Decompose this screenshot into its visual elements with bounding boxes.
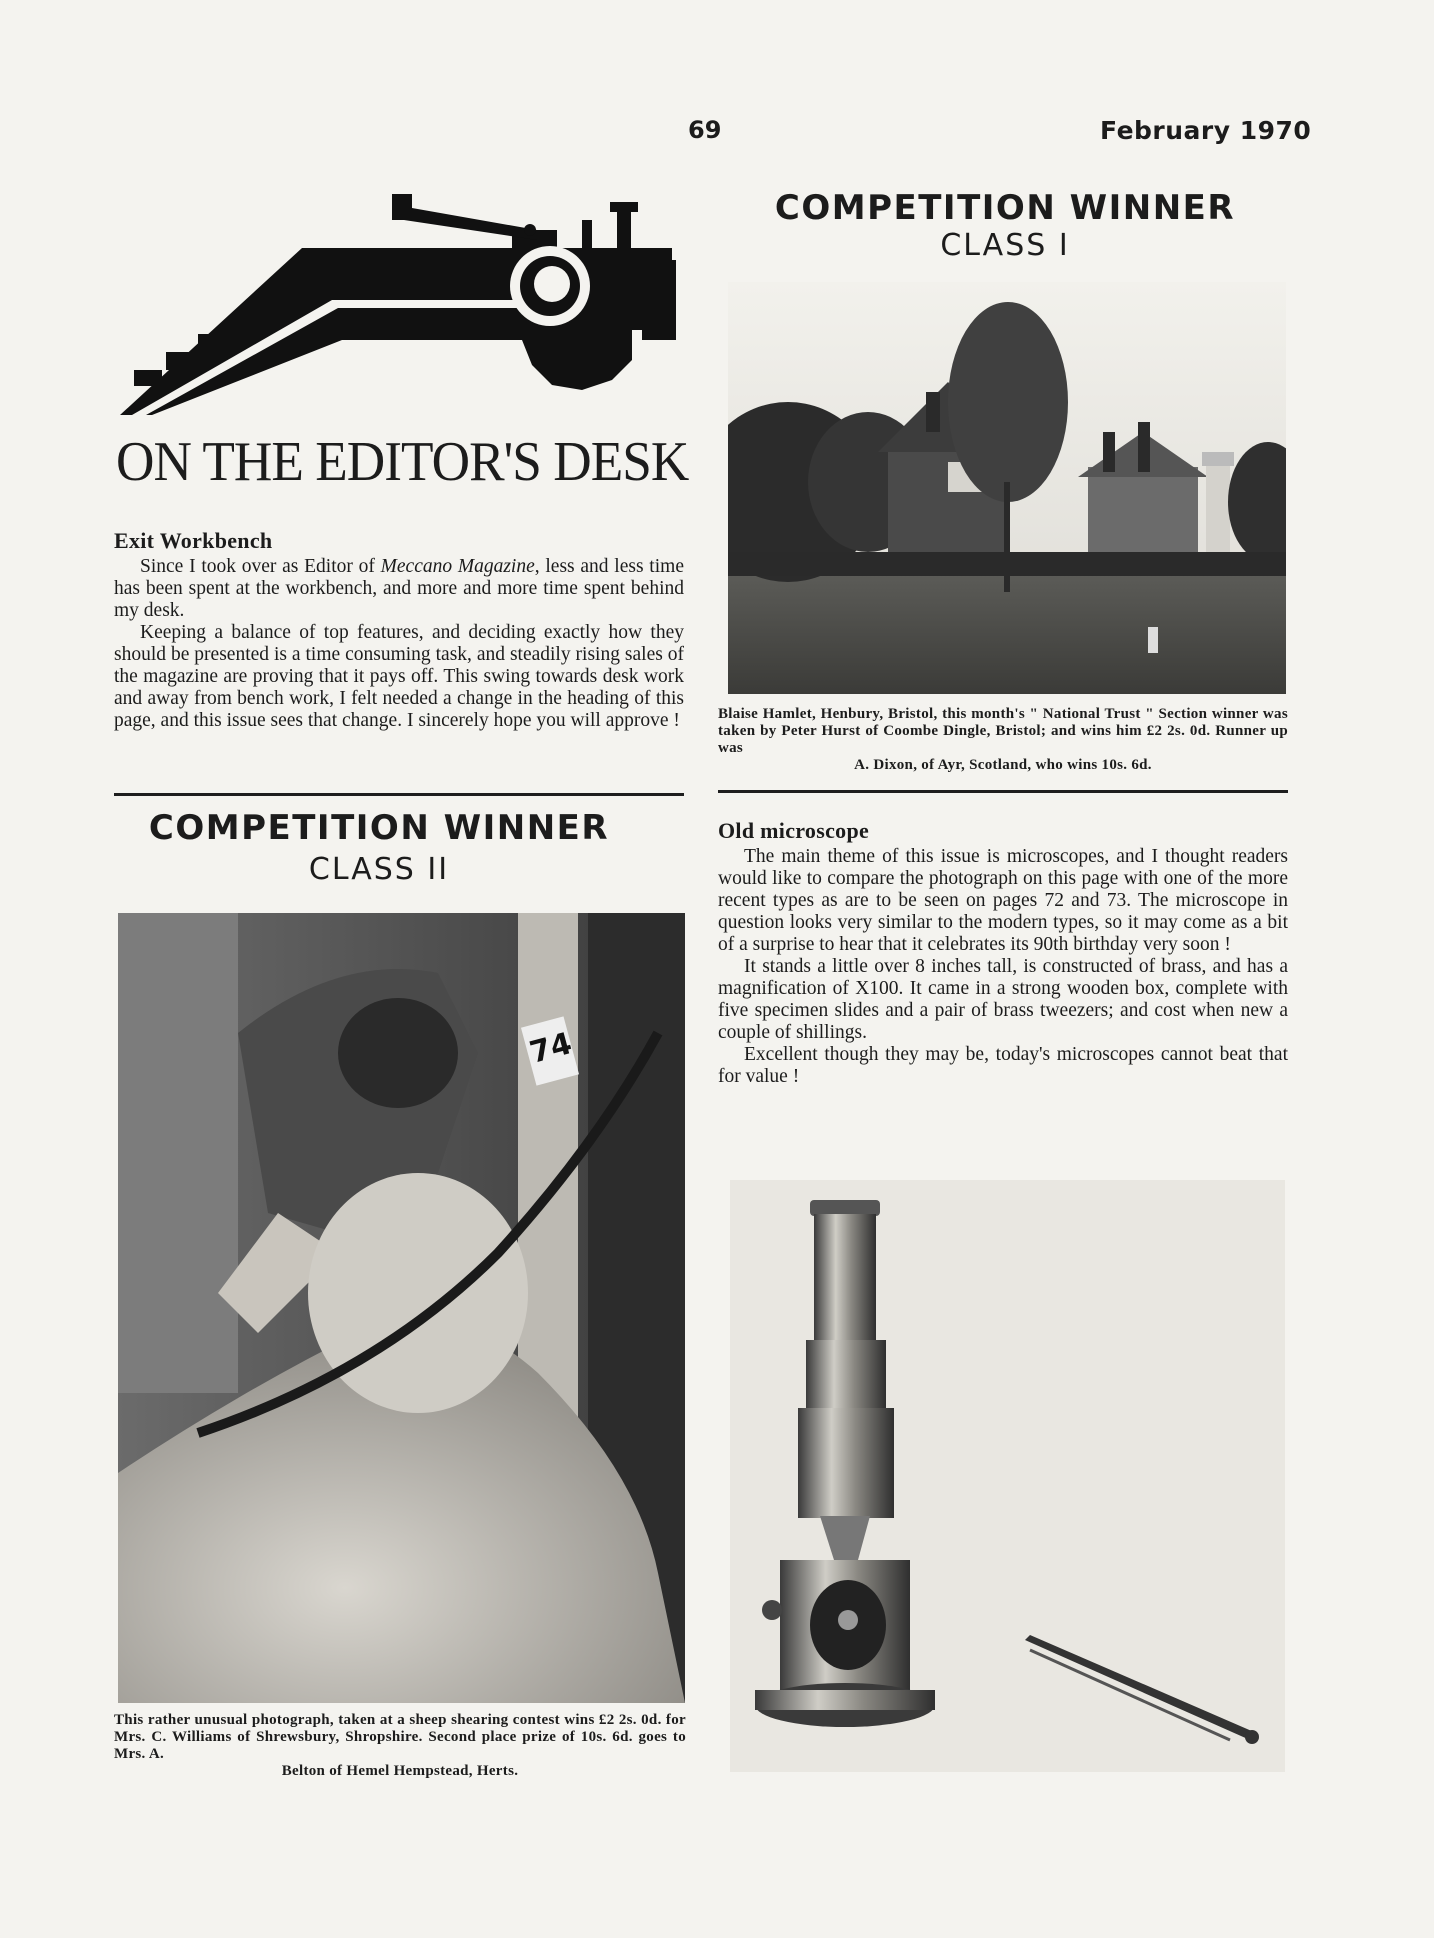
microscope-column xyxy=(718,818,1288,1088)
microscope-photo xyxy=(730,1180,1285,1772)
old-microscope-heading: Old microscope xyxy=(718,818,870,843)
editor-paragraph: Keeping a balance of top features, and deciding exactly how they should be presented is a time consuming task, and steadily rising sales of the magazine are proving that it pays off. This swing towards desk work and away from bench work, I felt needed a change in the heading of this page, and this issue sees that change. I sincerely hope you will approve ! xyxy=(114,622,684,731)
class-2-caption xyxy=(114,1712,686,1780)
page-number: 69 xyxy=(688,116,722,144)
editors-desk-title: ON THE EDITOR'S DESK xyxy=(116,431,689,493)
editor-column xyxy=(114,528,684,732)
issue-date: February 1970 xyxy=(1100,116,1312,145)
class-1-caption-last: A. Dixon, of Ayr, Scotland, who wins 10s. 6d. xyxy=(854,757,1152,773)
blaise-hamlet-photo xyxy=(728,282,1286,694)
competition-winner-title: COMPETITION WINNER xyxy=(148,808,610,848)
class-2-caption-last: Belton of Hemel Hempstead, Herts. xyxy=(281,1763,519,1779)
microscope-paragraph: Excellent though they may be, today's microscopes cannot beat that for value ! xyxy=(718,1044,1288,1087)
competition-class-label: CLASS I xyxy=(940,228,1070,263)
magazine-name: Meccano Magazine xyxy=(380,556,535,577)
column-divider xyxy=(718,790,1288,793)
competition-winner-title: COMPETITION WINNER xyxy=(774,188,1236,228)
editor-paragraph: Since I took over as Editor of Meccano Magazine, less and less time has been spent at the workbench, and more and more time spent behind my desk. xyxy=(114,556,684,621)
sheep-shearing-photo xyxy=(118,913,685,1703)
class-2-caption-text: This rather unusual photograph, taken at a sheep shearing contest wins £2 2s. 0d. for Mrs. C. Williams of Shrewsbury, Shropshire. Second place prize of 10s. 6d. goes to Mrs. A. xyxy=(114,1712,686,1762)
typewriter-logo-icon xyxy=(112,190,682,420)
competition-class-label: CLASS II xyxy=(308,852,450,887)
armband-number: 74 xyxy=(526,1026,576,1071)
microscope-paragraph: It stands a little over 8 inches tall, is constructed of brass, and has a magnification of X100. It came in a strong wooden box, complete with five specimen slides and a pair of brass tweezers; and cost when new a couple of shillings. xyxy=(718,956,1288,1043)
class-1-caption xyxy=(718,706,1288,774)
class-1-caption-text: Blaise Hamlet, Henbury, Bristol, this month's " National Trust " Section winner was taken by Peter Hurst of Coombe Dingle, Bristol; and wins him £2 2s. 0d. Runner up was xyxy=(718,706,1288,756)
microscope-paragraph: The main theme of this issue is microscopes, and I thought readers would like to compare the photograph on this page with one of the more recent types as are to be seen on pages 72 and 73. The microscope in question looks very similar to the modern types, so it may come as a bit of a surprise to hear that it celebrates its 90th birthday very soon ! xyxy=(718,846,1288,955)
exit-workbench-heading: Exit Workbench xyxy=(114,528,273,553)
column-divider xyxy=(114,793,684,796)
